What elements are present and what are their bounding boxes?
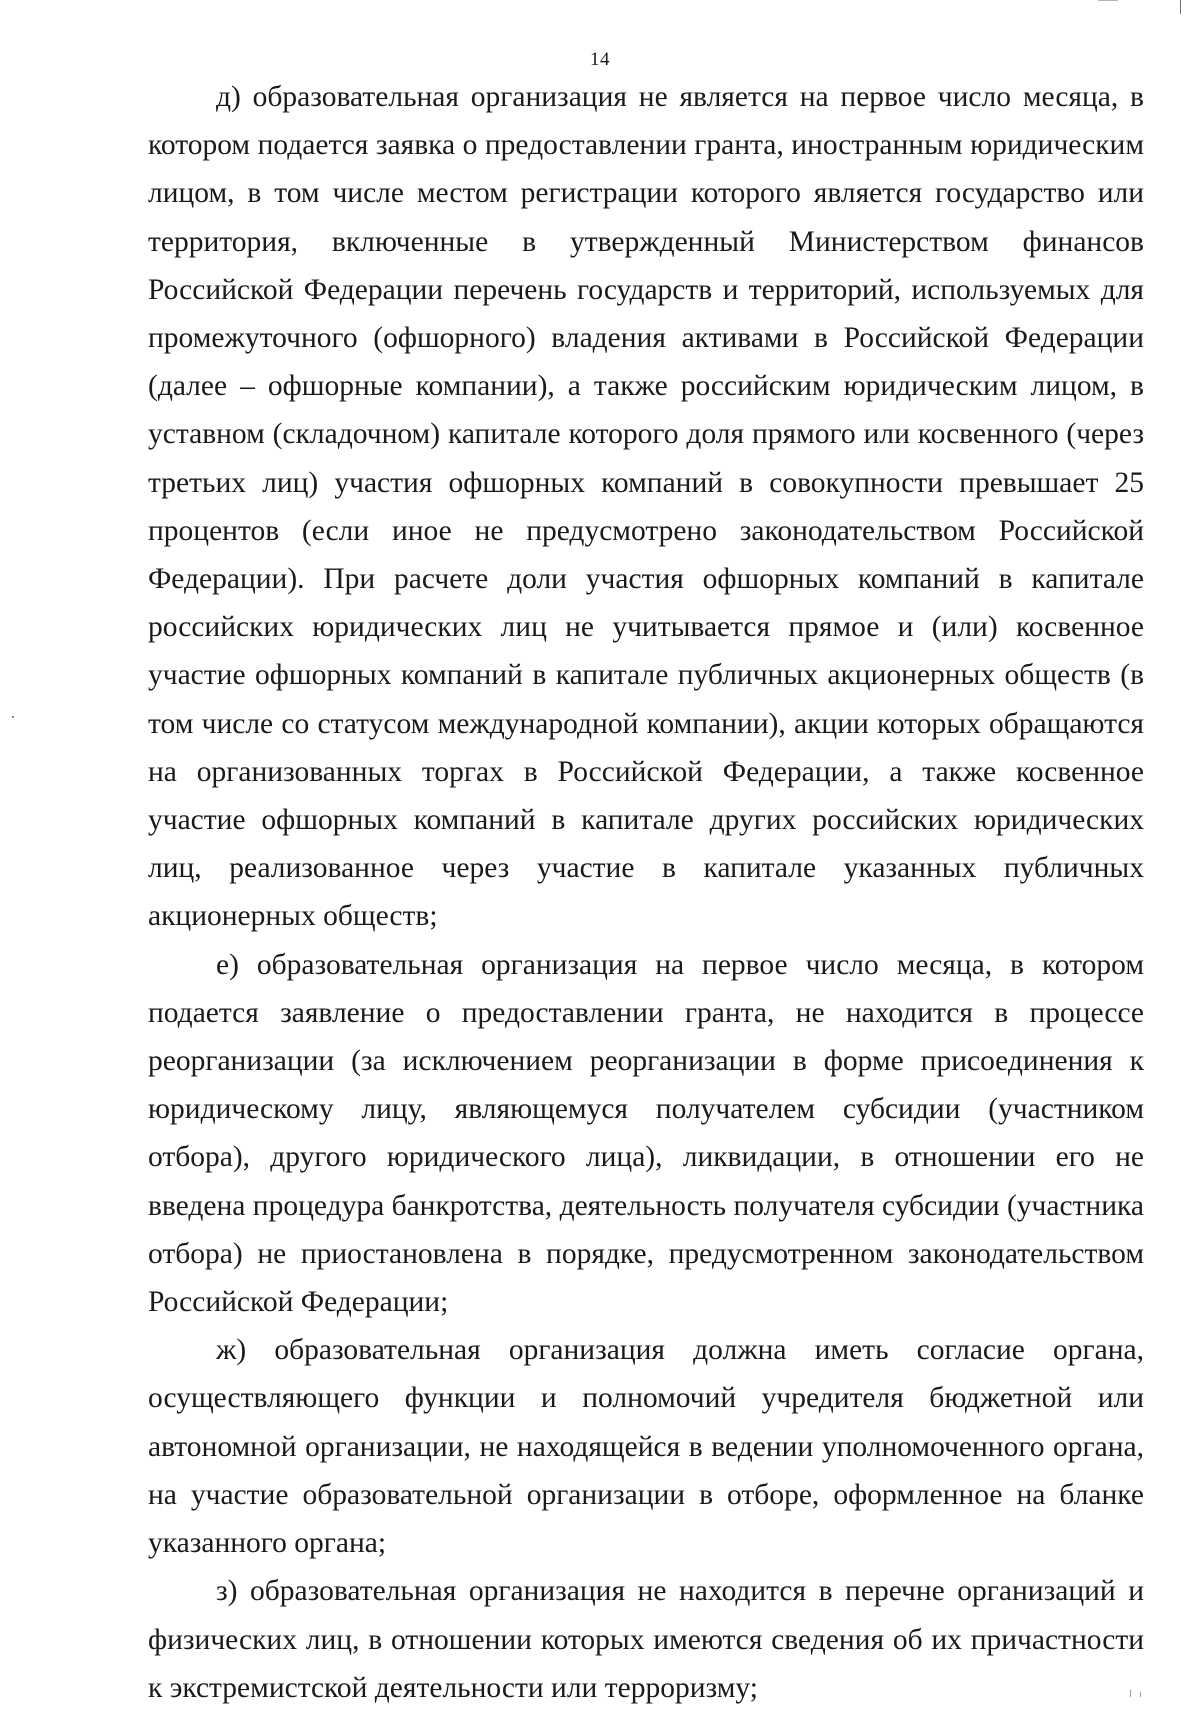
document-body <box>148 73 1144 1712</box>
paragraph-e: е) образовательная организация на первое число месяца, в котором подается заявление о предоставлении гранта, не находится в процессе реорганизации (за исключением реорганизации в форме присоединения к юридическому лицу, являющемуся получателем субсидии (участником отбора), другого юридического лица), ликвидации, в отношении его не введена процедура банкротства, деятельность получателя субсидии (участника отбора) не приостановлена в порядке, предусмотренном законодательством Российской Федерации; <box>148 948 1144 1319</box>
scan-artifact-left-edge <box>12 716 14 718</box>
scan-artifact-top-right-2 <box>1098 0 1118 1</box>
paragraph-z: з) образовательная организация не находится в перечне организаций и физических лиц, в отношении которых имеются сведения об их причастности к экстремистской деятельности или терроризму; <box>148 1575 1144 1704</box>
page-number: 14 <box>590 49 610 70</box>
scan-artifact-top-right <box>1180 0 1181 14</box>
paragraph-zh: ж) образовательная организация должна иметь согласие органа, осуществляющего функции и полномочий учредителя бюджетной или автономной организации, не находящейся в ведении уполномоченного органа, на участие образовательной организации в отборе, оформленное на бланке указанного органа; <box>148 1334 1144 1560</box>
paragraph-d: д) образовательная организация не является на первое число месяца, в котором подается заявка о предоставлении гранта, иностранным юридическим лицом, в том числе местом регистрации которого является государство или территория, включенные в утвержденный Министерством финансов Российской Федерации перечень государств и территорий, используемых для промежуточного (офшорного) владения активами в Российской Федерации (далее – офшорные компании), а также российским юридическим лицом, в уставном (складочном) капитале которого доля прямого или косвенного (через третьих лиц) участия офшорных компаний в совокупности превышает 25 процентов (если иное не предусмотрено законодательством Российской Федерации). При расчете доли участия офшорных компаний в капитале российских юридических лиц не учитывается прямое и (или) косвенное участие офшорных компаний в капитале публичных акционерных обществ (в том числе со статусом международной компании), акции которых обращаются на организованных торгах в Российской Федерации, а также косвенное участие офшорных компаний в капитале других российских юридических лиц, реализованное через участие в капитале указанных публичных акционерных обществ; <box>148 81 1144 933</box>
